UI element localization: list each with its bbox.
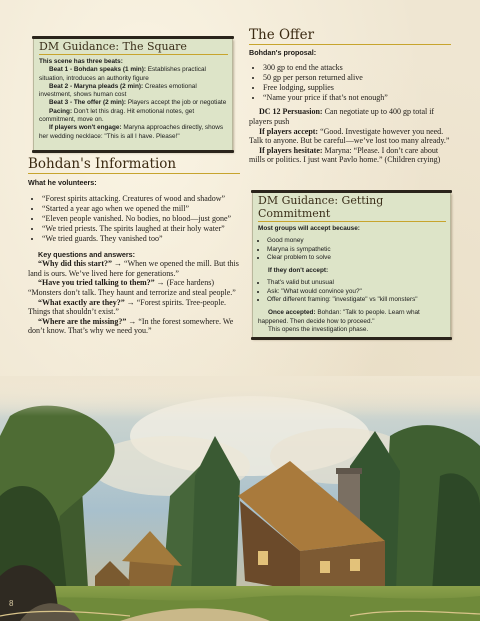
list-item: • “Forest spirits attacking. Creatures of wood and shadow” xyxy=(42,194,240,204)
qa-item: “Why did this start?” → “When we opened the mill. But this land is ours. We’ve lived here for generations.” xyxy=(28,259,239,278)
offer-text xyxy=(249,48,451,165)
beat-2: Beat 2 - Maryna pleads (2 min): Creates emotional investment, shows human cost xyxy=(39,82,197,99)
opens-investigation-note: This opens the investigation phase. xyxy=(268,325,369,333)
list-item: • Offer different framing: "investigate" vs "kill monsters" xyxy=(267,296,446,304)
list-item: • Clear problem to solve xyxy=(267,254,446,262)
list-item: • Free lodging, supplies xyxy=(263,83,451,93)
volunteers-label: What he volunteers: xyxy=(28,178,97,187)
proposal-label: Bohdan's proposal: xyxy=(249,48,317,57)
dc-persuasion: DC 12 Persuasion: Can negotiate up to 400 gp total if players push xyxy=(249,107,435,127)
qa-item: “What exactly are they?” → “Forest spirits. Tree-people. Things that shouldn’t exist.” xyxy=(28,297,227,317)
list-item: • That's valid but unusual xyxy=(267,279,446,287)
section-title-the-offer: The Offer xyxy=(249,28,451,45)
page-number: 8 xyxy=(9,599,14,608)
section-title-bohdans-information: Bohdan's Information xyxy=(28,157,240,174)
qa-item: “Where are the missing?” → “In the forest somewhere. We don’t know. That’s why we need you.” xyxy=(28,316,234,336)
list-item: • “We tried guards. They vanished too” xyxy=(42,234,240,244)
list-item: • 50 gp per person returned alive xyxy=(263,73,451,83)
dm-guidance-square-box xyxy=(33,38,233,151)
beat-3: Beat 3 - The offer (2 min): Players accept the job or negotiate xyxy=(49,99,227,107)
village-illustration xyxy=(0,376,480,621)
dm-guidance-commitment-box xyxy=(252,192,451,338)
list-item: • “We tried priests. The spirits laughed at their holy water” xyxy=(42,224,240,234)
qa-label: Key questions and answers: xyxy=(38,249,136,259)
list-item: • “Started a year ago when we opened the mill” xyxy=(42,204,240,214)
proposal-list xyxy=(249,63,451,103)
list-item: • “Name your price if that’s not enough” xyxy=(263,93,451,103)
list-item: • Maryna is sympathetic xyxy=(267,246,446,254)
bohdan-info-text xyxy=(28,178,240,336)
list-item: • Good money xyxy=(267,237,446,245)
once-accepted-note: Once accepted: Bohdan: "Talk to people. Learn what happened. Then decide how to proceed." xyxy=(258,309,420,325)
wont-engage-note: If players won't engage: Maryna approaches directly, shows her wedding necklace: "This is all I have. Please!" xyxy=(39,124,224,140)
reasons-list xyxy=(258,237,446,262)
beat-1: Beat 1 - Bohdan speaks (1 min): Establishes practical situation, introduces an authority figure xyxy=(39,66,206,82)
dont-accept-label: If they don't accept: xyxy=(268,267,329,275)
list-item: • Ask: "What would convince you?" xyxy=(267,288,446,296)
list-item: • 300 gp to end the attacks xyxy=(263,63,451,73)
box-intro: This scene has three beats: xyxy=(39,58,123,65)
box-title: DM Guidance: The Square xyxy=(39,40,228,55)
most-groups-label: Most groups will accept because: xyxy=(258,225,360,232)
if-accept: If players accept: “Good. Investigate however you need. Talk to anyone. But be careful—we’ve lost too many already.” xyxy=(249,126,450,146)
dont-accept-list xyxy=(258,279,446,304)
list-item: • “Eleven people vanished. No bodies, no blood—just gone” xyxy=(42,214,240,224)
volunteers-list xyxy=(28,194,240,244)
pacing-note: Pacing: Don't let this drag. Hit emotional notes, get commitment, move on. xyxy=(39,107,195,124)
if-hesitate: If players hesitate: Maryna: “Please. I don’t care about mills or politics. I just want Pavlo home.” (Children crying) xyxy=(249,145,441,165)
qa-item: “Have you tried talking to them?” → (Face hardens) “Monsters don’t talk. They haunt and terrorize and steal people.” xyxy=(28,278,236,297)
box-title: DM Guidance: Getting Commitment xyxy=(258,194,446,222)
